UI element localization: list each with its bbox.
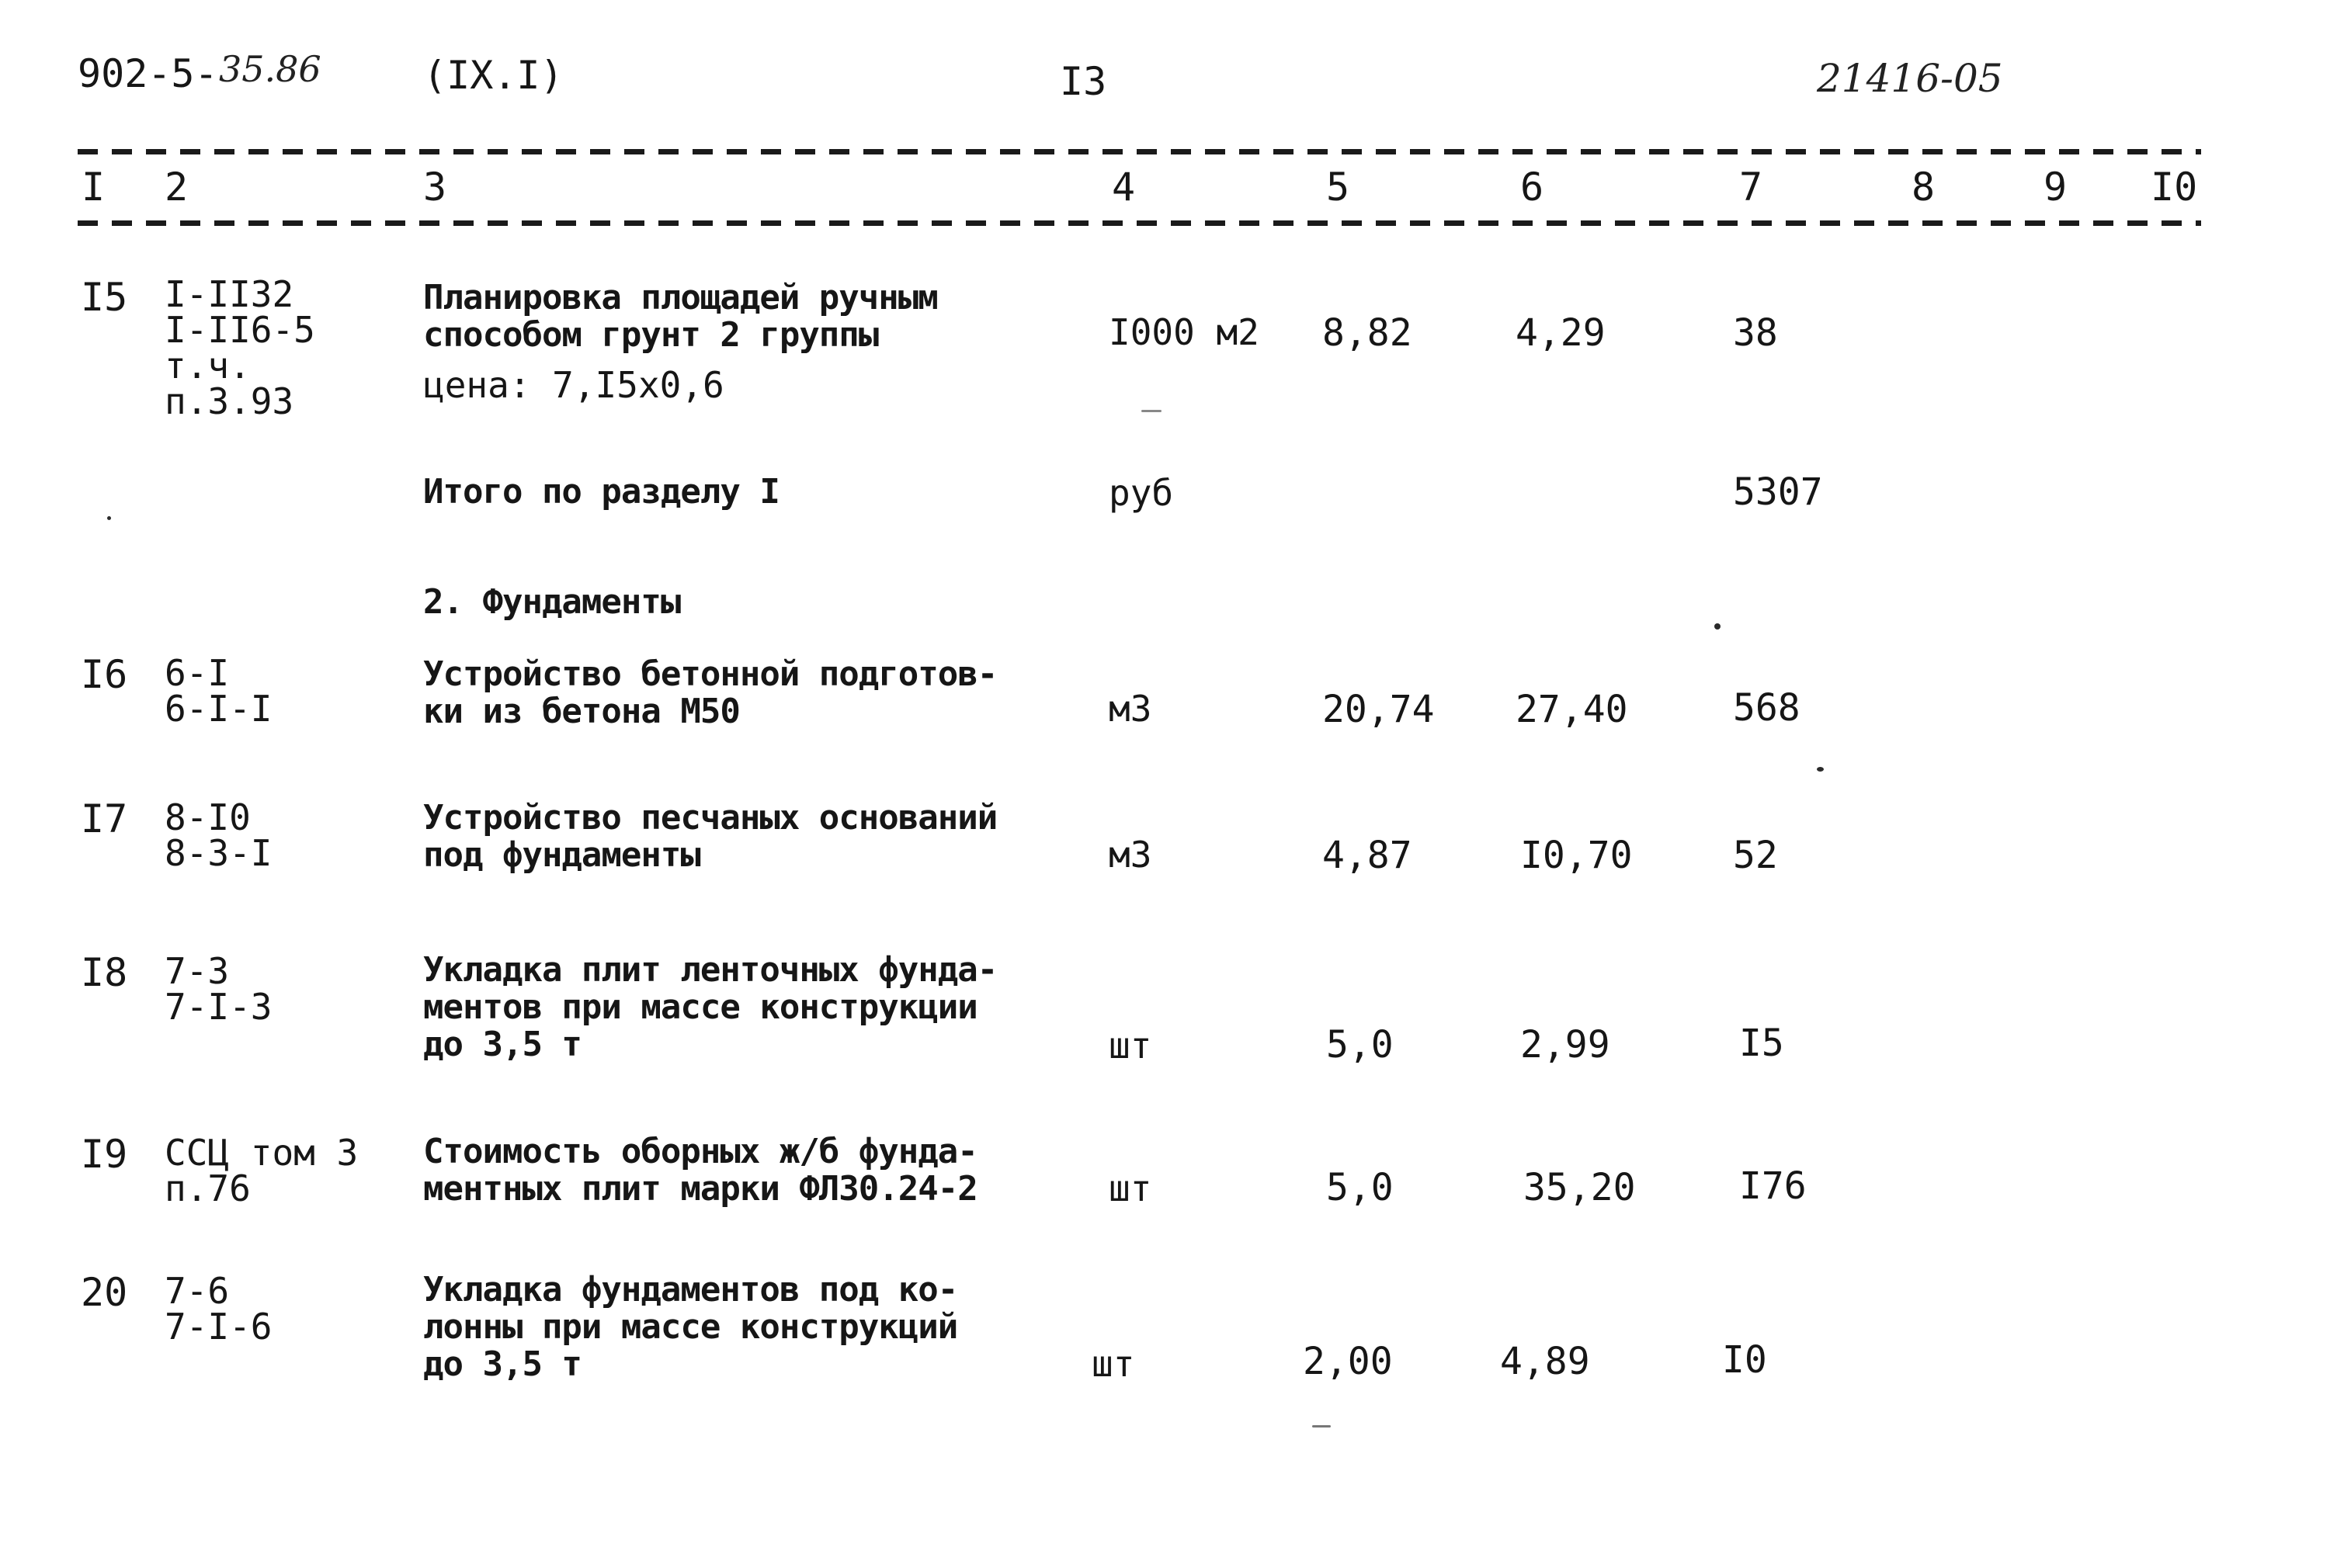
work-description: Планировка площадей ручным способом грунт 2 группы xyxy=(423,278,938,355)
header-rule-top xyxy=(78,149,2201,154)
unit: I000 м2 xyxy=(1109,311,1259,353)
rate-code: I-II32 I-II6-5 т.ч. п.3.93 xyxy=(165,273,315,422)
work-description: Стоимость оборных ж/б фунда- ментных плит марки ФЛ30.24-2 xyxy=(423,1132,977,1209)
rate-code: 8-I0 8-3-I xyxy=(165,796,273,874)
work-description: Укладка плит ленточных фунда- ментов при массе конструкции до 3,5 т xyxy=(423,950,998,1064)
column-header-2: 2 xyxy=(165,165,189,210)
column-header-10: I0 xyxy=(2151,165,2198,210)
rate-code: 7-6 7-I-6 xyxy=(165,1270,273,1348)
column-header-4: 4 xyxy=(1112,165,1136,210)
unit: м3 xyxy=(1109,834,1152,876)
total-cost: I0 xyxy=(1722,1338,1767,1382)
total-cost: I76 xyxy=(1739,1164,1807,1208)
quantity: 8,82 xyxy=(1322,311,1412,355)
row-number: I6 xyxy=(81,652,128,697)
work-description: Устройство бетонной подготов- ки из бетона М50 xyxy=(423,654,998,731)
unit-price: 27,40 xyxy=(1516,688,1628,731)
unit: шт xyxy=(1109,1025,1152,1067)
header-rule-bottom xyxy=(78,220,2201,226)
unit-price: 35,20 xyxy=(1523,1166,1636,1209)
total-cost: 568 xyxy=(1733,686,1800,730)
unit-price: 4,29 xyxy=(1516,311,1606,355)
rate-code: 7-3 7-I-3 xyxy=(165,950,273,1028)
total-cost: 38 xyxy=(1733,311,1778,355)
scan-speck xyxy=(107,516,111,520)
unit: шт xyxy=(1092,1343,1135,1385)
row-number: I8 xyxy=(81,950,128,995)
column-header-9: 9 xyxy=(2044,165,2068,210)
quantity: 5,0 xyxy=(1326,1166,1394,1209)
total-cost: 52 xyxy=(1733,834,1778,877)
unit-price: 2,99 xyxy=(1520,1023,1610,1067)
unit: шт xyxy=(1109,1167,1152,1209)
subtotal-label: Итого по разделу I xyxy=(423,472,780,512)
column-header-8: 8 xyxy=(1912,165,1936,210)
unit: руб xyxy=(1109,472,1174,514)
scan-speck xyxy=(1714,623,1721,630)
column-header-1: I xyxy=(82,165,106,210)
column-header-3: 3 xyxy=(423,165,447,210)
rate-code: ССЦ том 3 п.76 xyxy=(165,1132,359,1209)
column-header-6: 6 xyxy=(1520,165,1544,210)
section-title: 2. Фундаменты xyxy=(423,582,681,622)
price-note: цена: 7,I5х0,6 xyxy=(423,364,724,406)
scan-speck xyxy=(1817,767,1824,772)
archive-stamp: 21416-05 xyxy=(1817,56,2003,101)
row-number: I7 xyxy=(81,796,128,841)
quantity: 4,87 xyxy=(1322,834,1412,877)
page-number: I3 xyxy=(1060,59,1107,104)
unit-price: I0,70 xyxy=(1520,834,1633,877)
document-number-handwritten: 35.86 xyxy=(219,48,321,90)
quantity: 20,74 xyxy=(1322,688,1435,731)
unit: м3 xyxy=(1109,688,1152,730)
column-header-7: 7 xyxy=(1739,165,1763,210)
quantity: 2,00 xyxy=(1303,1340,1393,1383)
scan-speck xyxy=(1141,410,1162,412)
quantity: 5,0 xyxy=(1326,1023,1394,1067)
rate-code: 6-I 6-I-I xyxy=(165,652,273,730)
section-code: (IX.I) xyxy=(423,53,564,98)
work-description: Укладка фундаментов под ко- лонны при массе конструкций до 3,5 т xyxy=(423,1270,958,1384)
subtotal-value: 5307 xyxy=(1733,470,1823,514)
row-number: 20 xyxy=(81,1270,128,1315)
document-number: 902-5- xyxy=(78,51,218,96)
column-header-5: 5 xyxy=(1326,165,1350,210)
row-number: I5 xyxy=(81,275,128,320)
scan-speck xyxy=(1312,1425,1331,1428)
work-description: Устройство песчаных оснований под фундаменты xyxy=(423,798,998,875)
unit-price: 4,89 xyxy=(1500,1340,1590,1383)
total-cost: I5 xyxy=(1739,1022,1784,1065)
row-number: I9 xyxy=(81,1132,128,1177)
